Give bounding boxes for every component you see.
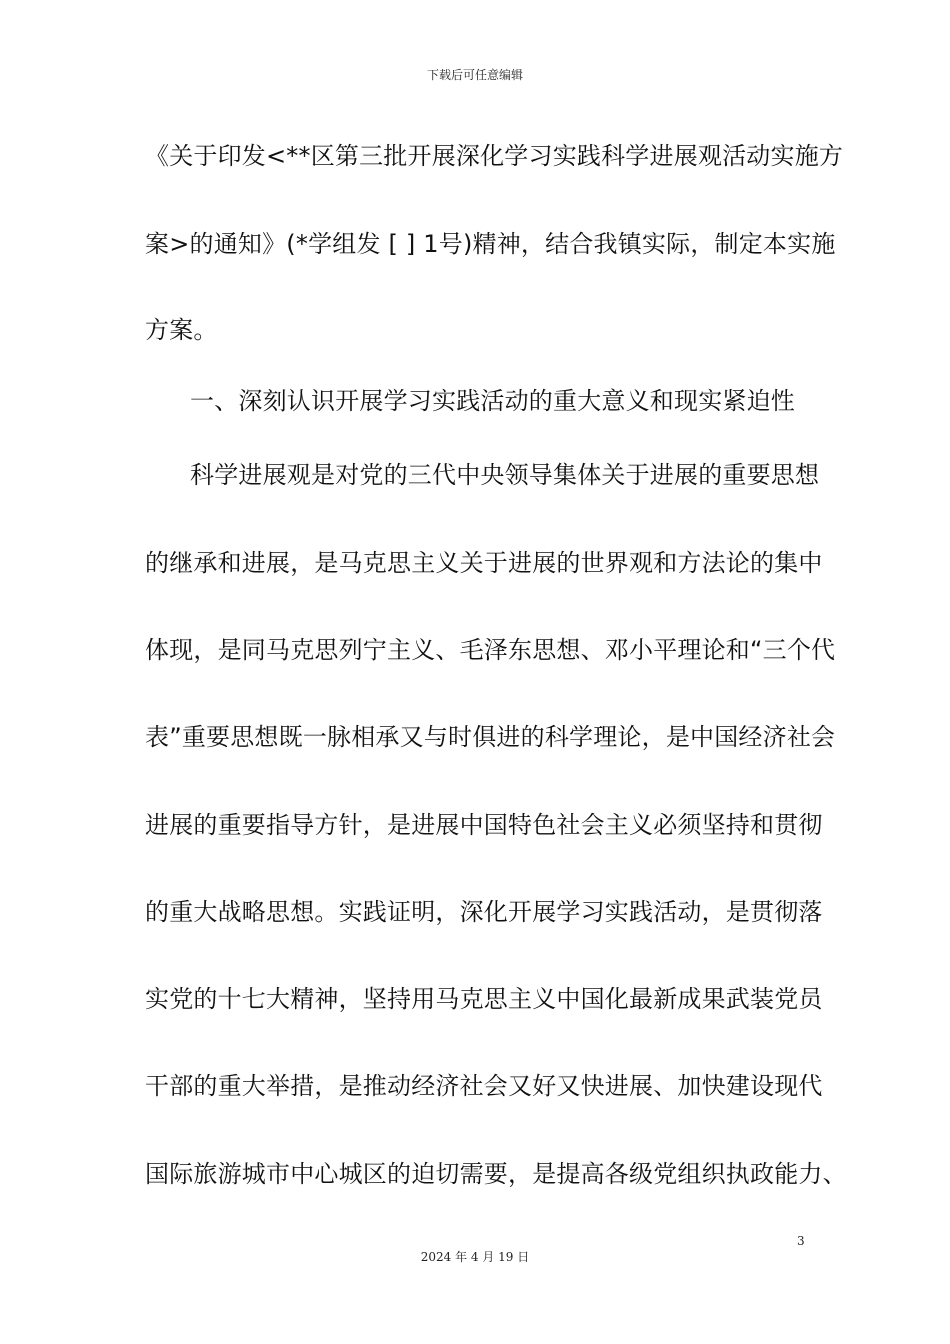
body-line: 的继承和进展，是马克思主义关于进展的世界观和方法论的集中 — [145, 549, 823, 577]
section-heading: 一、深刻认识开展学习实践活动的重大意义和现实紧迫性 — [190, 387, 795, 415]
body-line: 体现，是同马克思列宁主义、毛泽东思想、邓小平理论和“三个代 — [145, 636, 836, 664]
page-number: 3 — [797, 1234, 805, 1248]
body-line: 实党的十七大精神，坚持用马克思主义中国化最新成果武装党员 — [145, 985, 823, 1013]
body-line: 国际旅游城市中心城区的迫切需要，是提高各级党组织执政能力、 — [145, 1160, 847, 1188]
body-line: 进展的重要指导方针，是进展中国特色社会主义必须坚持和贯彻 — [145, 811, 823, 839]
body-line: 科学进展观是对党的三代中央领导集体关于进展的重要思想 — [190, 461, 820, 489]
footer-date: 2024 年 4 月 19 日 — [420, 1250, 530, 1264]
body-line: 表”重要思想既一脉相承又与时俱进的科学理论，是中国经济社会 — [145, 723, 836, 751]
page-header: 下载后可任意编辑 — [426, 68, 523, 82]
body-line: 的重大战略思想。实践证明，深化开展学习实践活动，是贯彻落 — [145, 898, 823, 926]
body-line: 方案。 — [145, 316, 218, 344]
body-line: 干部的重大举措，是推动经济社会又好又快进展、加快建设现代 — [145, 1072, 823, 1100]
body-line: 《关于印发<**区第三批开展深化学习实践科学进展观活动实施方 — [145, 142, 844, 170]
body-line: 案>的通知》(*学组发 [ ] 1号)精神，结合我镇实际，制定本实施 — [145, 230, 836, 258]
